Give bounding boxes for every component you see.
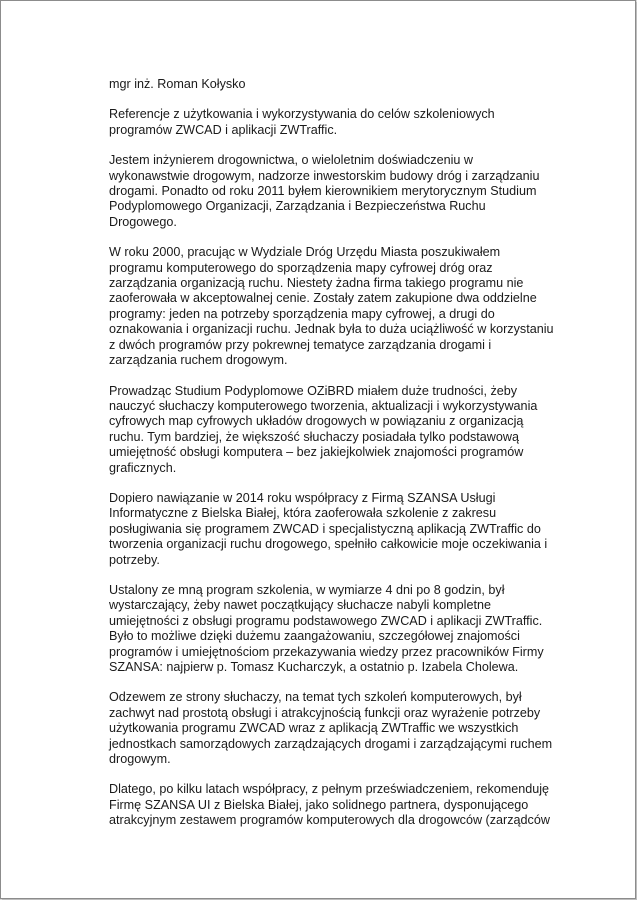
text-line: umiejętności z obsługi programu podstawowego ZWCAD i aplikacji ZWTraffic. (109, 613, 543, 628)
text-line: Podyplomowego Organizacji, Zarządzania i Bezpieczeństwa Ruchu (109, 199, 486, 214)
text-line: SZANSA: najpierw p. Tomasz Kucharczyk, a ostatnio p. Izabela Cholewa. (109, 660, 519, 674)
text-line: z dwóch programów przy pokrewnej tematyce zarządzania drogami i (109, 337, 492, 352)
text-line: umiejętność obsługi komputera – bez jakiejkolwiek znajomości programów (109, 445, 524, 460)
text-line: Odzewem ze strony słuchaczy, na temat tych szkoleń komputerowych, był (109, 690, 522, 705)
text-line: graficznych. (109, 460, 177, 475)
text-line: Prowadząc Studium Podyplomowe OZiBRD miałem duże trudności, żeby (109, 383, 518, 398)
text-line: Referencje z użytkowania i wykorzystywania do celów szkoleniowych (109, 107, 495, 122)
text-line: programy: jeden na potrzeby sporządzenia mapy cyfrowej, a drugi do (109, 306, 495, 321)
text-line: zarządzania organizacją ruchu. Niestety żadna firma takiego programu nie (109, 276, 524, 291)
text-line: użytkowania programu ZWCAD wraz z aplikacją ZWTraffic we wszystkich (109, 721, 519, 736)
text-line: ruchu. Tym bardziej, że większość słuchaczy posiadała tylko podstawową (109, 429, 519, 444)
text-line: programów i umiejętnościom przekazywania wiedzy przez pracowników Firmy (109, 644, 544, 659)
text-line: Drogowego. (109, 214, 177, 229)
paragraph (109, 384, 561, 476)
text-line: zarządzania ruchem drogowym. (109, 353, 288, 368)
text-line: programów ZWCAD i aplikacji ZWTraffic. (109, 122, 338, 137)
text-line: zachwyt nad prostotą obsługi i atrakcyjnością funkcji oraz wyrażenie potrzeby (109, 705, 541, 720)
text-line: jednostkach samorządowych zarządzających drogami i zarządzającymi ruchem (109, 736, 553, 751)
text-line: drogami. Ponadto od roku 2011 byłem kierownikiem merytorycznym Studium (109, 184, 537, 199)
text-line: potrzeby. (109, 552, 160, 567)
text-line: oznakowania i organizacji ruchu. Jednak była to duża uciążliwość w korzystaniu (109, 322, 554, 337)
author-name: mgr inż. Roman Kołysko (109, 77, 246, 91)
text-line: Jestem inżynierem drogownictwa, o wieloletnim doświadczeniu w (109, 153, 473, 168)
text-line: W roku 2000, pracując w Wydziale Dróg Urzędu Miasta poszukiwałem (109, 245, 501, 260)
paragraph (109, 782, 561, 828)
paragraph (109, 153, 561, 230)
text-line: atrakcyjnym zestawem programów komputerowych dla drogowców (zarządców (109, 813, 550, 828)
text-line: Informatyczne z Bielska Białej, która zaoferowała szkolenie z zakresu (109, 506, 497, 521)
text-line: tworzenia organizacji ruchu drogowego, spełniło całkowicie moje oczekiwania i (109, 537, 548, 552)
text-line: Było to możliwe dzięki dużemu zaangażowaniu, szczegółowej znajomości (109, 629, 520, 644)
text-line: Dopiero nawiązanie w 2014 roku współpracy z Firmą SZANSA Usługi (109, 490, 496, 505)
text-line: wystarczający, żeby nawet początkujący słuchacze nabyli kompletne (109, 598, 491, 613)
text-line: programu komputerowego do sporządzenia mapy cyfrowej dróg oraz (109, 260, 493, 275)
text-line: nauczyć słuchaczy komputerowego tworzenia, aktualizacji i wykorzystywania (109, 398, 538, 413)
document-body (109, 77, 561, 844)
paragraph (109, 491, 561, 568)
paragraph (109, 690, 561, 767)
text-line: Dlatego, po kilku latach współpracy, z pełnym przeświadczeniem, rekomenduję (109, 782, 550, 797)
text-line: Ustalony ze mną program szkolenia, w wymiarze 4 dni po 8 godzin, był (109, 582, 505, 597)
text-line: posługiwania się programem ZWCAD i specjalistyczną aplikacją ZWTraffic do (109, 521, 541, 536)
paragraph (109, 107, 561, 138)
text-line: wykonawstwie drogowym, nadzorze inwestorskim budowy dróg i zarządzaniu (109, 168, 540, 183)
text-line: Firmę SZANSA UI z Bielska Białej, jako solidnego partnera, dysponującego (109, 797, 529, 812)
text-line: drogowym. (109, 752, 171, 767)
paragraph (109, 583, 561, 675)
text-line: cyfrowych map cyfrowych układów drogowych w powiązaniu z organizacją (109, 414, 524, 429)
paragraph-list (109, 107, 561, 828)
text-line: zaoferowała w akceptowalnej cenie. Zostały zatem zakupione dwa oddzielne (109, 291, 537, 306)
paragraph (109, 245, 561, 368)
